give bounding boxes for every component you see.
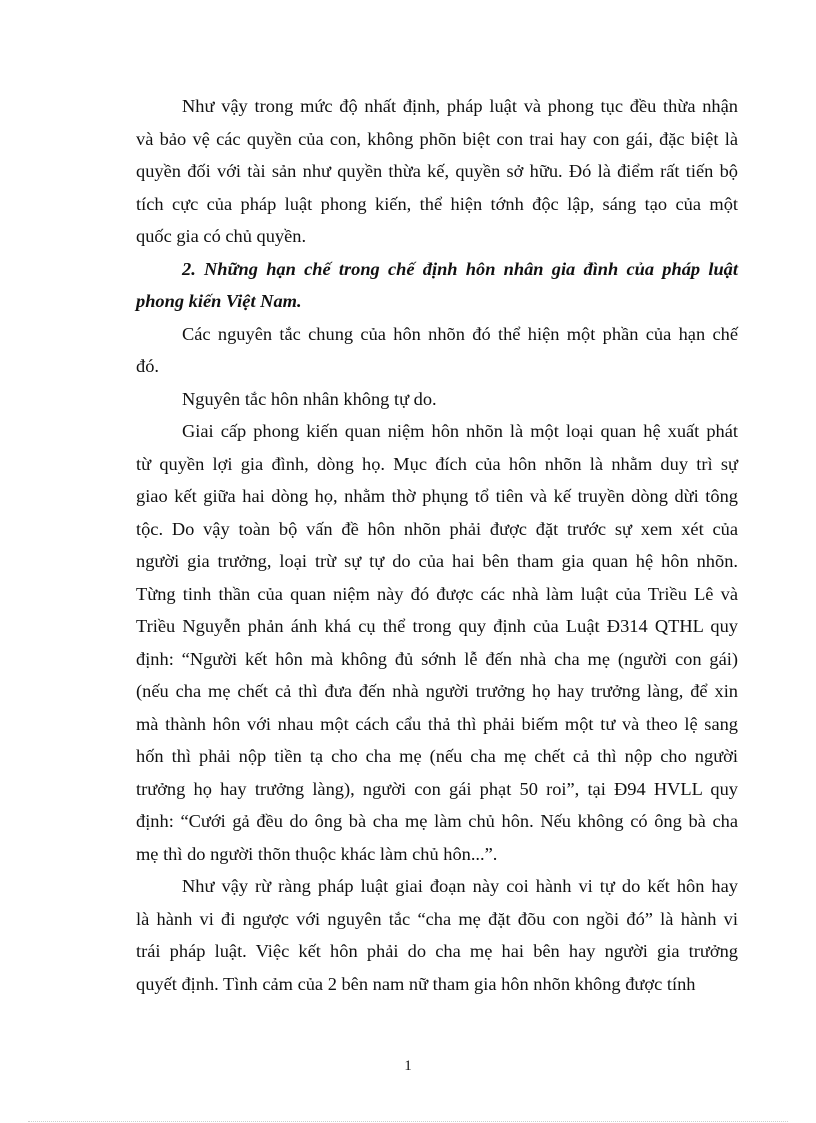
text-line: trái pháp luật. Việc kết hôn phải do cha mẹ hai bên hay người gia trưởng bbox=[136, 941, 738, 961]
text-line: phong kiến Việt Nam. bbox=[136, 291, 302, 311]
paragraph bbox=[136, 90, 738, 253]
text-line: quyền đối với tài sản như quyền thừa kế, quyền sở hữu. Đó là điểm rất tiến bộ bbox=[136, 161, 738, 181]
text-line: Giai cấp phong kiến quan niệm hôn nhõn là một loại quan hệ xuất phát bbox=[182, 421, 738, 441]
text-line: người gia trưởng, loại trừ sự tự do của hai bên tham gia quan hệ hôn nhõn. bbox=[136, 551, 738, 571]
section-heading bbox=[136, 253, 738, 318]
text-line: định: “Cưới gả đều do ông bà cha mẹ làm chủ hôn. Nếu không có ông bà cha bbox=[136, 811, 738, 831]
text-line: là hành vi đi ngược với nguyên tắc “cha mẹ đặt đõu con ngồi đó” là hành vi bbox=[136, 908, 738, 929]
text-line: giao kết giữa hai dòng họ, nhằm thờ phụng tổ tiên và kế truyền dòng dừi tông bbox=[136, 486, 738, 506]
text-line: hốn thì phải nộp tiền tạ cho cha mẹ (nếu cha mẹ chết cả thì nộp cho người bbox=[136, 746, 738, 766]
text-line: đó. bbox=[136, 356, 159, 376]
text-line: mẹ thì do người thõn thuộc khác làm chủ hôn...”. bbox=[136, 843, 498, 864]
paragraph bbox=[136, 870, 738, 1000]
text-line: Từng tinh thần của quan niệm này đó được các nhà làm luật của Triều Lê và bbox=[136, 583, 738, 604]
text-line: quyết định. Tình cảm của 2 bên nam nữ tham gia hôn nhõn không được tính bbox=[136, 973, 696, 994]
paragraph bbox=[136, 318, 738, 383]
text-line: Nguyên tắc hôn nhân không tự do. bbox=[182, 388, 437, 409]
text-line: định: “Người kết hôn mà không đủ sớnh lễ đến nhà cha mẹ (người con gái) bbox=[136, 648, 738, 669]
page-bottom-rule bbox=[28, 1121, 788, 1122]
text-line: tích cực của pháp luật phong kiến, thể hiện tớnh độc lập, sáng tạo của một bbox=[136, 193, 738, 214]
paragraph bbox=[136, 383, 738, 416]
text-line: từ quyền lợi gia đình, dòng họ. Mục đích của hôn nhõn là nhằm duy trì sự bbox=[136, 453, 738, 474]
text-line: và bảo vệ các quyền của con, không phõn biệt con trai hay con gái, đặc biệt là bbox=[136, 128, 738, 149]
text-line: 2. Những hạn chế trong chế định hôn nhân gia đình của pháp luật bbox=[182, 258, 738, 279]
text-line: (nếu cha mẹ chết cả thì đưa đến nhà người trưởng họ hay trưởng làng, để xin bbox=[136, 681, 738, 701]
text-line: Như vậy trong mức độ nhất định, pháp luật và phong tục đều thừa nhận bbox=[182, 96, 738, 116]
page-number: 1 bbox=[404, 1058, 412, 1074]
document-body bbox=[136, 90, 738, 1000]
text-line: Triều Nguyễn phản ánh khá cụ thể trong quy định của Luật Đ314 QTHL quy bbox=[136, 616, 738, 636]
text-line: mà thành hôn với nhau một cách cẩu thả thì phải biếm một tư và theo lệ sang bbox=[136, 713, 738, 734]
text-line: Như vậy rừ ràng pháp luật giai đoạn này coi hành vi tự do kết hôn hay bbox=[182, 876, 738, 896]
text-line: quốc gia có chủ quyền. bbox=[136, 226, 307, 246]
paragraph bbox=[136, 415, 738, 870]
text-line: tộc. Do vậy toàn bộ vấn đề hôn nhõn phải được đặt trước sự xem xét của bbox=[136, 518, 738, 539]
text-line: trưởng họ hay trưởng làng), người con gái phạt 50 roi”, tại Đ94 HVLL quy bbox=[136, 778, 738, 799]
text-line: Các nguyên tắc chung của hôn nhõn đó thể hiện một phần của hạn chế bbox=[182, 323, 738, 344]
